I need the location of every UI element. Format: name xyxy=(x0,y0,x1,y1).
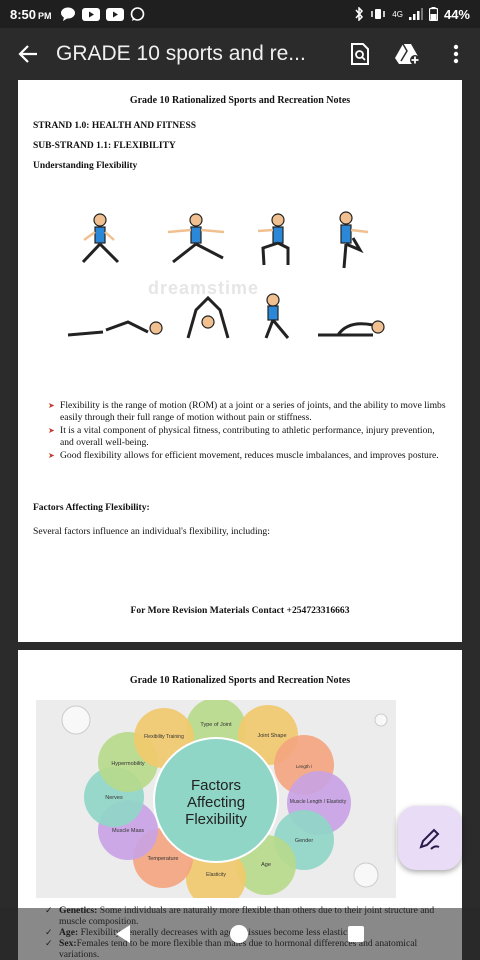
factor-label: Flexibility Training xyxy=(144,734,184,740)
bluetooth-icon xyxy=(354,7,364,21)
system-navigation-bar xyxy=(0,908,480,960)
arrow-left-icon xyxy=(17,43,39,65)
signal-icon xyxy=(409,8,423,20)
factor-label: Temperature xyxy=(147,856,179,862)
back-button[interactable] xyxy=(0,28,56,80)
factors-heading: Factors Affecting Flexibility: xyxy=(33,503,150,513)
whatsapp-icon xyxy=(130,7,145,22)
youtube-icon xyxy=(82,8,100,21)
nav-recents-button[interactable] xyxy=(348,926,364,942)
chat-bubble-icon xyxy=(60,7,76,21)
document-title: GRADE 10 sports and re... xyxy=(56,42,306,65)
search-in-document-button[interactable] xyxy=(336,28,384,80)
flexibility-bullet-list xyxy=(48,400,448,464)
nav-home-button[interactable] xyxy=(230,925,248,943)
annotate-fab[interactable] xyxy=(398,806,462,870)
strand-heading: STRAND 1.0: HEALTH AND FITNESS xyxy=(33,121,197,131)
status-time: 8:50 PM xyxy=(10,6,52,22)
more-vert-icon xyxy=(453,44,459,64)
factor-label: Nerves xyxy=(105,795,123,801)
list-item: ➤ Flexibility is the range of motion (ROM) at a joint or a series of joints, and the ability to move limbs easily through their full range of motion without pain or stiffness. xyxy=(48,400,448,423)
add-to-drive-button[interactable] xyxy=(384,28,432,80)
pen-icon xyxy=(417,825,443,851)
list-item: ➤ It is a vital component of physical fitness, contributing to athletic performance, injury prevention, and overall well-being. xyxy=(48,425,448,448)
diagram-center-line: Affecting xyxy=(186,794,246,811)
factors-affecting-flexibility-diagram xyxy=(36,700,396,898)
factor-label: Type of Joint xyxy=(200,722,232,728)
youtube-icon-2 xyxy=(106,8,124,21)
factor-label: Muscle Length / Elasticity xyxy=(289,799,347,805)
diagram-center-line: Flexibility xyxy=(185,811,247,828)
nav-back-button[interactable] xyxy=(116,925,130,943)
factors-intro-text: Several factors influence an individual's flexibility, including: xyxy=(33,526,270,537)
factor-label: Hypermobility xyxy=(111,761,145,767)
battery-icon xyxy=(429,7,438,21)
factor-label: Gender xyxy=(294,838,314,844)
more-options-button[interactable] xyxy=(432,28,480,80)
page-header: Grade 10 Rationalized Sports and Recreation Notes xyxy=(129,95,351,106)
factor-label: Length / xyxy=(295,764,313,769)
status-bar xyxy=(0,0,480,28)
contact-line: For More Revision Materials Contact +254723316663 xyxy=(130,605,350,616)
battery-level: 44% xyxy=(443,6,470,22)
factor-label: Joint Shape xyxy=(257,733,287,739)
diagram-center-line: Factors xyxy=(190,777,242,794)
drive-add-icon xyxy=(395,43,421,65)
substrand-heading: SUB-STRAND 1.1: FLEXIBILITY xyxy=(33,141,176,151)
list-item: ➤ Good flexibility allows for efficient movement, reduces muscle imbalances, and improves posture. xyxy=(48,450,448,462)
section-heading: Understanding Flexibility xyxy=(33,161,138,171)
document-page-1[interactable] xyxy=(18,80,462,642)
app-bar xyxy=(0,28,480,80)
vibrate-icon xyxy=(370,8,386,20)
page-header: Grade 10 Rationalized Sports and Recreation Notes xyxy=(129,675,351,686)
image-watermark: dreamstime xyxy=(148,278,260,298)
network-type: 4G xyxy=(392,9,403,19)
factor-label: Age xyxy=(261,862,271,868)
factor-label: Elasticity xyxy=(206,872,226,878)
factor-label: Muscle Mass xyxy=(111,828,145,834)
find-in-page-icon xyxy=(349,42,371,66)
